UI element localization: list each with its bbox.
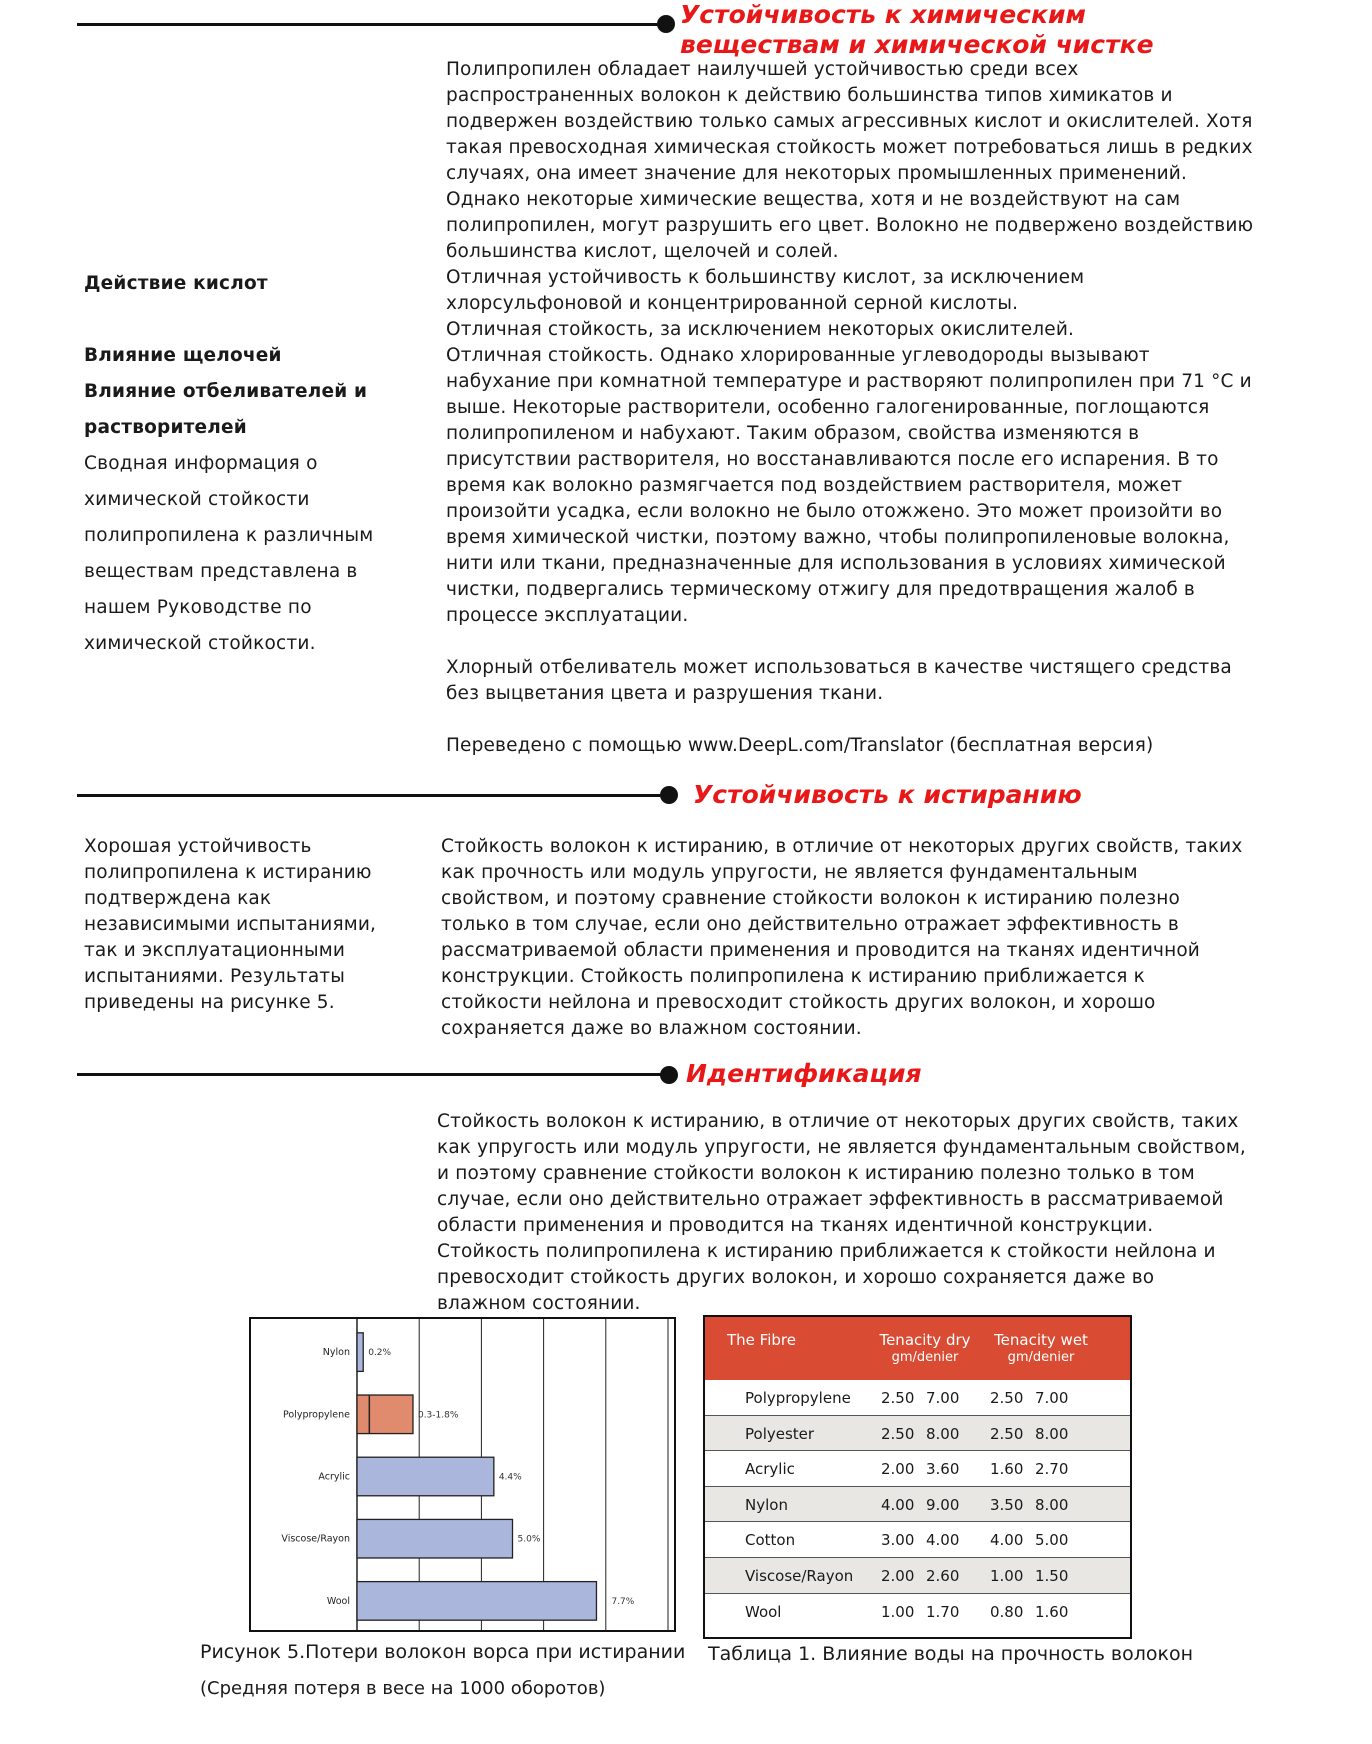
chart-value-label: 7.7% bbox=[611, 1596, 635, 1607]
table-cell-dry-min: 3.00 bbox=[881, 1531, 915, 1550]
table-row bbox=[705, 1521, 1130, 1558]
table-cell-wet-min: 1.00 bbox=[990, 1567, 1024, 1585]
table-cell-wet-min: 2.50 bbox=[990, 1424, 1024, 1443]
table-cell-dry-max: 7.00 bbox=[926, 1389, 960, 1407]
alkali-paragraph: Отличная стойкость, за исключением некоторых окислителей. bbox=[446, 319, 1075, 340]
section-title-chemical bbox=[680, 0, 1154, 60]
header-wet bbox=[981, 1331, 1101, 1367]
section-title-chemical-line2: веществам и химической чистке bbox=[680, 30, 1154, 59]
chart-category-label: Acrylic bbox=[318, 1471, 350, 1483]
abrasion-loss-chart bbox=[249, 1317, 676, 1632]
side-label-bleach: Влияние отбеливателей и растворителей bbox=[84, 381, 368, 438]
chlorine-bleach-paragraph: Хлорный отбеливатель может использоваться в качестве чистящего средства без выцветания цвета и разрушения ткани. bbox=[446, 657, 1232, 704]
bleach-solvent-paragraph: Отличная стойкость. Однако хлорированные углеводороды вызывают набухание при комнатной температуре и растворяют полипропилен при 71 °C и выше. Некоторые растворители, особенно галогенированные, поглощаются полипропиленом и набухают. Таким образом, свойства изменяются в присутствии растворителя, но восстанавливаются после его испарения. В то время как волокно размягчается под воздействием растворителя, может произойти усадка, если волокно не было отожжено. Это может произойти во время химической чистки, поэтому важно, чтобы полипропиленовые волокна, нити или ткани, предназначенные для использования в условиях химической чистки, подвергались термическому отжигу для предотвращения жалоб в процессе эксплуатации. bbox=[446, 345, 1252, 626]
table-cell-fibre: Wool bbox=[745, 1602, 782, 1621]
chart-value-label: 5.0% bbox=[517, 1534, 541, 1545]
section-divider-chemical bbox=[77, 23, 664, 26]
table-cell-fibre: Polypropylene bbox=[745, 1389, 851, 1407]
section-title-chemical-line1: Устойчивость к химическим bbox=[680, 0, 1086, 29]
chart-bar-wool bbox=[357, 1582, 596, 1621]
section-title-abrasion: Устойчивость к истиранию bbox=[693, 780, 1082, 809]
chart-category-label: Wool bbox=[326, 1595, 350, 1607]
chart-bar-nylon bbox=[357, 1333, 363, 1372]
table-cell-dry-max: 1.70 bbox=[926, 1602, 960, 1621]
table-cell-fibre: Cotton bbox=[745, 1531, 796, 1550]
section-divider-abrasion bbox=[77, 794, 664, 797]
chart-value-label: 0.3-1.8% bbox=[417, 1410, 459, 1421]
side-label-alkali: Влияние щелочей bbox=[84, 345, 282, 366]
table-cell-dry-max: 8.00 bbox=[926, 1424, 960, 1443]
figure-caption: Рисунок 5.Потери волокон ворса при истирании bbox=[200, 1641, 686, 1663]
table-cell-wet-max: 8.00 bbox=[1035, 1495, 1069, 1514]
header-wet-unit: gm/denier bbox=[1007, 1350, 1075, 1365]
table-cell-dry-max: 4.00 bbox=[926, 1531, 960, 1550]
table-row bbox=[705, 1379, 1130, 1416]
translation-note: Переведено с помощью www.DeepL.com/Translator (бесплатная версия) bbox=[446, 735, 1154, 756]
table-cell-dry-min: 1.00 bbox=[881, 1602, 915, 1621]
table-row bbox=[705, 1557, 1130, 1594]
table-cell-wet-min: 0.80 bbox=[990, 1602, 1024, 1621]
chart-bar-acrylic bbox=[357, 1457, 494, 1496]
table-cell-dry-min: 2.00 bbox=[881, 1460, 915, 1479]
table-cell-fibre: Acrylic bbox=[745, 1460, 795, 1479]
table-cell-fibre: Viscose/Rayon bbox=[745, 1567, 854, 1585]
header-fibre: The Fibre bbox=[727, 1331, 796, 1349]
table-row bbox=[705, 1486, 1130, 1523]
section-divider-identification bbox=[77, 1073, 664, 1076]
chart-bar-polypropylene bbox=[357, 1395, 413, 1434]
table-cell-wet-max: 8.00 bbox=[1035, 1424, 1069, 1443]
table-cell-wet-max: 5.00 bbox=[1035, 1531, 1069, 1550]
table-cell-wet-max: 1.50 bbox=[1035, 1567, 1069, 1585]
chart-category-label: Polypropylene bbox=[282, 1409, 350, 1421]
table-cell-dry-max: 3.60 bbox=[926, 1460, 960, 1479]
table-cell-dry-min: 4.00 bbox=[881, 1495, 915, 1514]
table-cell-wet-max: 2.70 bbox=[1035, 1460, 1069, 1479]
table-header-row bbox=[705, 1317, 1130, 1379]
table-cell-fibre: Nylon bbox=[745, 1495, 788, 1514]
chemical-body bbox=[446, 57, 1256, 759]
figure-subcaption: (Средняя потеря в весе на 1000 оборотов) bbox=[200, 1678, 606, 1699]
table-row bbox=[705, 1450, 1130, 1487]
tenacity-table bbox=[703, 1315, 1132, 1639]
table-cell-wet-min: 3.50 bbox=[990, 1495, 1024, 1514]
chart-value-label: 4.4% bbox=[498, 1472, 522, 1483]
section-bullet-chemical bbox=[657, 15, 675, 33]
chart-category-label: Nylon bbox=[322, 1347, 350, 1359]
table-cell-wet-min: 1.60 bbox=[990, 1460, 1024, 1479]
header-dry-label: Tenacity dry bbox=[879, 1331, 971, 1349]
table-caption: Таблица 1. Влияние воды на прочность волокон bbox=[708, 1643, 1194, 1665]
table-cell-wet-max: 7.00 bbox=[1035, 1389, 1069, 1407]
header-wet-label: Tenacity wet bbox=[994, 1331, 1088, 1349]
chart-bar-viscose-rayon bbox=[357, 1519, 513, 1558]
table-row bbox=[705, 1415, 1130, 1452]
table-cell-fibre: Polyester bbox=[745, 1424, 815, 1443]
section-title-identification: Идентификация bbox=[686, 1059, 922, 1088]
section-bullet-identification bbox=[660, 1066, 678, 1084]
chemical-intro-paragraph: Полипропилен обладает наилучшей устойчивостью среди всех распространенных волокон к действию большинства типов химикатов и подвержен воздействию только самых агрессивных кислот и окислителей. Хотя такая превосходная химическая стойкость может потребоваться лишь в редких случаях, она имеет значение для некоторых промышленных применений. Однако некоторые химические вещества, хотя и не воздействуют на сам полипропилен, могут разрушить его цвет. Волокно не подвержено воздействию большинства кислот, щелочей и солей. bbox=[446, 59, 1254, 262]
table-cell-dry-min: 2.50 bbox=[881, 1389, 915, 1407]
header-dry-unit: gm/denier bbox=[891, 1350, 959, 1365]
table-row bbox=[705, 1593, 1130, 1630]
header-dry bbox=[865, 1331, 985, 1367]
chart-value-label: 0.2% bbox=[368, 1348, 392, 1359]
table-cell-wet-min: 2.50 bbox=[990, 1389, 1024, 1407]
side-label-summary: Сводная информация о химической стойкости полипропилена к различным веществам представлена в нашем Руководстве по химической стойкости. bbox=[84, 453, 374, 654]
acids-paragraph: Отличная устойчивость к большинству кислот, за исключением хлорсульфоновой и концентрированной серной кислоты. bbox=[446, 267, 1085, 314]
table-cell-wet-max: 1.60 bbox=[1035, 1602, 1069, 1621]
table-cell-dry-min: 2.00 bbox=[881, 1567, 915, 1585]
abrasion-side-text: Хорошая устойчивость полипропилена к истиранию подтверждена как независимыми испытаниями, так и эксплуатационными испытаниями. Результаты приведены на рисунке 5. bbox=[84, 836, 377, 1013]
table-cell-dry-max: 2.60 bbox=[926, 1567, 960, 1585]
table-cell-wet-min: 4.00 bbox=[990, 1531, 1024, 1550]
section-bullet-abrasion bbox=[660, 786, 678, 804]
identification-body: Стойкость волокон к истиранию, в отличие от некоторых других свойств, таких как упругость или модуль упругости, не является фундаментальным свойством, и поэтому сравнение стойкости волокон к истиранию полезно только в том случае, если оно действительно отражает эффективность в рассматриваемой области применения и проводится на тканях идентичной конструкции. Стойкость полипропилена к истиранию приближается к стойкости нейлона и превосходит стойкость других волокон, и хорошо сохраняется даже во влажном состоянии. bbox=[437, 1111, 1246, 1314]
table-cell-dry-max: 9.00 bbox=[926, 1495, 960, 1514]
chart-category-label: Viscose/Rayon bbox=[281, 1533, 350, 1545]
table-cell-dry-min: 2.50 bbox=[881, 1424, 915, 1443]
abrasion-body: Стойкость волокон к истиранию, в отличие от некоторых других свойств, таких как прочность или модуль упругости, не является фундаментальным свойством, и поэтому сравнение стойкости волокон к истиранию полезно только в том случае, если оно действительно отражает эффективность в рассматриваемой области применения и проводится на тканях идентичной конструкции. Стойкость полипропилена к истиранию приближается к стойкости нейлона и превосходит стойкость других волокон, и хорошо сохраняется даже во влажном состоянии. bbox=[441, 836, 1243, 1039]
abrasion-loss-chart-svg bbox=[251, 1319, 674, 1630]
side-label-acids: Действие кислот bbox=[84, 273, 268, 294]
